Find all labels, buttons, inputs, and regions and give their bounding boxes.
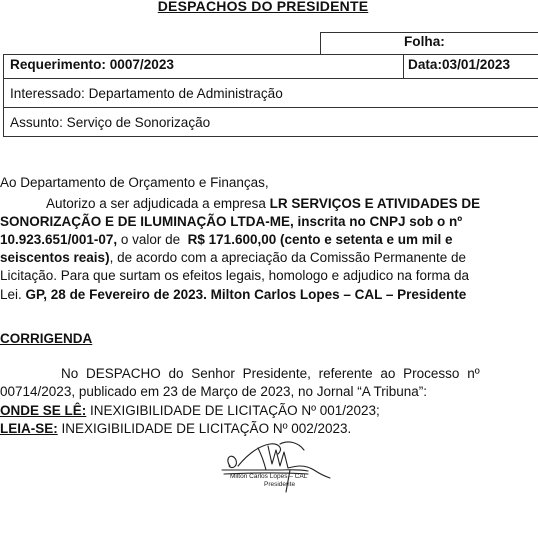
corrigenda-heading: CORRIGENDA <box>0 331 93 346</box>
requerimento-number: Requerimento: 0007/2023 <box>10 57 174 72</box>
despacho-line-1 <box>46 195 480 213</box>
lei-text: Lei. <box>0 287 26 302</box>
despacho-line-4 <box>0 249 466 267</box>
despacho-line-3 <box>0 231 453 249</box>
despacho-line-5: Licitação. Para que surtam os efeitos legais, homologo e adjudico na forma da <box>0 268 470 283</box>
commission-text: , de acordo com a apreciação da Comissão Permanente de <box>109 250 467 265</box>
onde-se-le-line <box>0 402 380 420</box>
salutation: Ao Departamento de Orçamento e Finanças, <box>0 175 269 190</box>
handwritten-signature <box>218 436 338 494</box>
corrigenda-line-2: 00714/2023, publicado em 23 de Março de 2023, no Jornal “A Tribuna”: <box>0 384 428 399</box>
corrigenda-line-1: No DESPACHO do Senhor Presidente, referente ao Processo nº <box>61 366 480 381</box>
folha-label: Folha: <box>404 34 445 49</box>
despacho-line-6 <box>0 286 466 304</box>
despacho-line-1-text: Autorizo a ser adjudicada a empresa <box>46 196 270 211</box>
page-title <box>0 0 538 14</box>
value-intro: o valor de <box>117 232 188 247</box>
signature-line: GP, 28 de Fevereiro de 2023. Milton Carlos Lopes – CAL – Presidente <box>25 287 467 302</box>
contract-value: R$ 171.600,00 (cento e setenta e um mil e <box>187 232 453 247</box>
request-date: Data:03/01/2023 <box>408 57 511 72</box>
assunto-field: Assunto: Serviço de Sonorização <box>10 115 211 130</box>
cnpj-number: 10.923.651/001-07, <box>0 232 118 247</box>
leia-se-label: LEIA-SE: <box>0 421 58 436</box>
value-in-words-end: seiscentos reais) <box>0 250 110 265</box>
signature-name: Milton Carlos Lopes – CAL <box>230 473 308 480</box>
interessado-field: Interessado: Departamento de Administração <box>10 86 283 101</box>
title-text: DESPACHOS DO PRESIDENTE <box>157 0 369 14</box>
company-name-part-1: LR SERVIÇOS E ATIVIDADES DE <box>269 196 481 211</box>
leia-se-text: INEXIGIBILIDADE DE LICITAÇÃO Nº 002/2023. <box>57 421 352 436</box>
despacho-line-2: SONORIZAÇÃO E DE ILUMINAÇÃO LTDA-ME, inscrita no CNPJ sob o nº <box>0 214 463 229</box>
onde-se-le-text: INEXIGIBILIDADE DE LICITAÇÃO Nº 001/2023; <box>86 403 380 418</box>
signature-role: Presidente <box>264 481 296 488</box>
onde-se-le-label: ONDE SE LÊ: <box>0 403 87 418</box>
